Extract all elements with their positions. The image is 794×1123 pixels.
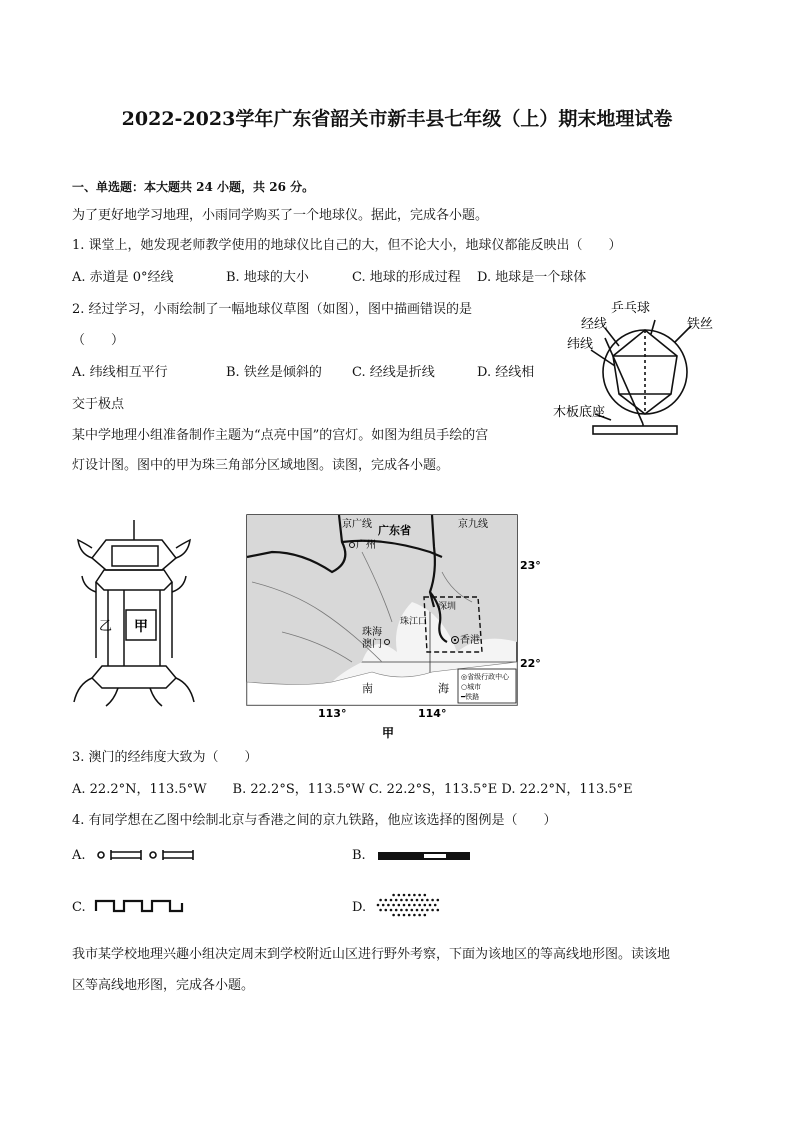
lantern-label-jia: 甲 (134, 619, 148, 635)
question-2-paren: （ ） (72, 333, 125, 348)
dot-mark (385, 899, 388, 902)
dot-mark (403, 894, 406, 897)
dot-mark (418, 914, 421, 917)
dot-mark (424, 894, 427, 897)
dot-mark (418, 894, 421, 897)
map-label-aomen: 澳门 (362, 639, 382, 650)
dot-mark (426, 909, 429, 912)
q4-option-d-label: D. (352, 900, 367, 915)
dot-mark (426, 899, 429, 902)
map-legend-3: ━铁路 (461, 693, 480, 701)
dot-mark (395, 899, 398, 902)
globe-wood-base (593, 426, 677, 434)
dot-mark (408, 894, 411, 897)
globe-sketch-figure (545, 290, 735, 440)
dot-mark (421, 899, 424, 902)
dot-mark (418, 904, 421, 907)
q4-option-a-label: A. (72, 848, 86, 863)
dot-mark (392, 904, 395, 907)
label-pingpong: 乒乓球 (611, 301, 651, 316)
dot-mark (421, 909, 424, 912)
dot-mark (405, 909, 408, 912)
dot-mark (392, 914, 395, 917)
map-label-guangdong: 广东省 (378, 524, 411, 537)
dot-mark (398, 914, 401, 917)
dot-mark (400, 899, 403, 902)
dot-mark (431, 899, 434, 902)
lantern-label-yi: 乙 (99, 619, 113, 634)
map-label-lat23: 23° (520, 559, 541, 572)
map-label-lon114: 114° (418, 707, 447, 720)
q4-option-c-label: C. (72, 900, 86, 915)
q2-option-c: C. 经线是折线 (352, 365, 435, 380)
q1-option-d: D. 地球是一个球体 (477, 270, 587, 285)
map-label-nan: 南 (362, 682, 373, 695)
dot-mark (390, 909, 393, 912)
question-4-stem: 4. 有同学想在乙图中绘制北京与香港之间的京九铁路，他应该选择的图例是（ ） (72, 813, 557, 828)
map-label-hongkong: 香港 (460, 635, 480, 646)
dot-mark (408, 914, 411, 917)
dot-mark (431, 909, 434, 912)
q2-option-b: B. 铁丝是倾斜的 (226, 365, 322, 380)
dot-mark (437, 899, 440, 902)
map-label-shenzhen: 深圳 (438, 602, 457, 612)
dot-mark (437, 909, 440, 912)
intro-contour-line2: 区等高线地形图，完成各小题。 (72, 978, 255, 993)
globe-stand-wire (605, 338, 643, 424)
q1-option-b: B. 地球的大小 (226, 270, 309, 285)
dot-mark (408, 904, 411, 907)
question-2-stem: 2. 经过学习，小雨绘制了一幅地球仪草图（如图），图中描画错误的是 (72, 302, 473, 317)
intro-lantern-line2: 灯设计图。图中的甲为珠三角部分区域地图。读图，完成各小题。 (72, 458, 450, 473)
label-tiesi: 铁丝 (687, 317, 714, 332)
intro-globe: 为了更好地学习地理，小雨同学购买了一个地球仪。据此，完成各小题。 (72, 208, 489, 223)
label-jingxian: 经线 (581, 317, 608, 332)
q4-legend-b (376, 849, 476, 863)
map-legend-1: ◎省级行政中心 (461, 673, 510, 681)
page-title: 2022-2023学年广东省韶关市新丰县七年级（上）期末地理试卷 (121, 108, 673, 130)
map-label-zhuhai: 珠海 (362, 627, 382, 638)
dot-mark (385, 909, 388, 912)
q1-option-a: A. 赤道是 0°经线 (72, 270, 174, 285)
label-base: 木板底座 (553, 405, 606, 420)
map-label-jingjiu: 京九线 (458, 519, 488, 530)
map-label-jingguang: 京广线 (342, 519, 372, 530)
q2-option-d: D. 经线相 (477, 365, 535, 380)
dot-mark (398, 894, 401, 897)
dot-mark (405, 899, 408, 902)
dot-mark (395, 909, 398, 912)
q3-options: A. 22.2°N，113.5°W B. 22.2°S，113.5°W C. 22.2°S，113.5°E D. 22.2°N，113.5°E (72, 782, 633, 797)
intro-lantern-line1: 某中学地理小组准备制作主题为“点亮中国”的宫灯。如图为组员手绘的宫 (72, 428, 489, 443)
dot-mark (400, 909, 403, 912)
dot-mark (424, 914, 427, 917)
dot-mark (387, 904, 390, 907)
question-3-stem: 3. 澳门的经纬度大致为（ ） (72, 750, 258, 765)
dot-mark (413, 904, 416, 907)
map-label-lat22: 22° (520, 657, 541, 670)
q1-option-c: C. 地球的形成过程 (352, 270, 461, 285)
q4-legend-a (95, 846, 205, 864)
dot-mark (434, 904, 437, 907)
map-label-zhujiangkou: 珠江口 (400, 617, 428, 627)
dot-mark (379, 909, 382, 912)
dot-mark (413, 914, 416, 917)
intro-contour-line1: 我市某学校地理兴趣小组决定周末到学校附近山区进行野外考察，下面为该地区的等高线地形图。读该地 (72, 947, 671, 962)
map-caption-jia: 甲 (382, 726, 395, 740)
dot-mark (411, 909, 414, 912)
dot-mark (390, 899, 393, 902)
question-1-stem: 1. 课堂上，她发现老师教学使用的地球仪比自己的大，但不论大小，地球仪都能反映出（ ） (72, 238, 622, 253)
prd-map (242, 512, 552, 742)
dot-mark (424, 904, 427, 907)
label-weixian: 纬线 (567, 337, 594, 352)
dot-mark (377, 904, 380, 907)
q2-option-a: A. 纬线相互平行 (72, 365, 168, 380)
q4-legend-d (372, 890, 444, 920)
dot-mark (392, 894, 395, 897)
dot-mark (429, 904, 432, 907)
map-label-hai: 海 (438, 682, 449, 695)
map-label-guangzhou: 广州 (356, 540, 376, 551)
dot-mark (398, 904, 401, 907)
dot-mark (379, 899, 382, 902)
map-label-lon113: 113° (318, 707, 347, 720)
dot-mark (413, 894, 416, 897)
dot-mark (411, 899, 414, 902)
q4-option-b-label: B. (352, 848, 366, 863)
dot-mark (416, 909, 419, 912)
dot-mark (416, 899, 419, 902)
dot-mark (403, 904, 406, 907)
dot-mark (382, 904, 385, 907)
map-legend-2: ○城市 (461, 683, 482, 691)
lantern-drawing (68, 518, 198, 713)
dot-mark (403, 914, 406, 917)
q4-legend-c (94, 897, 188, 917)
q2-option-d-cont: 交于极点 (72, 397, 125, 412)
section-heading: 一、单选题：本大题共 24 小题，共 26 分。 (72, 180, 315, 194)
